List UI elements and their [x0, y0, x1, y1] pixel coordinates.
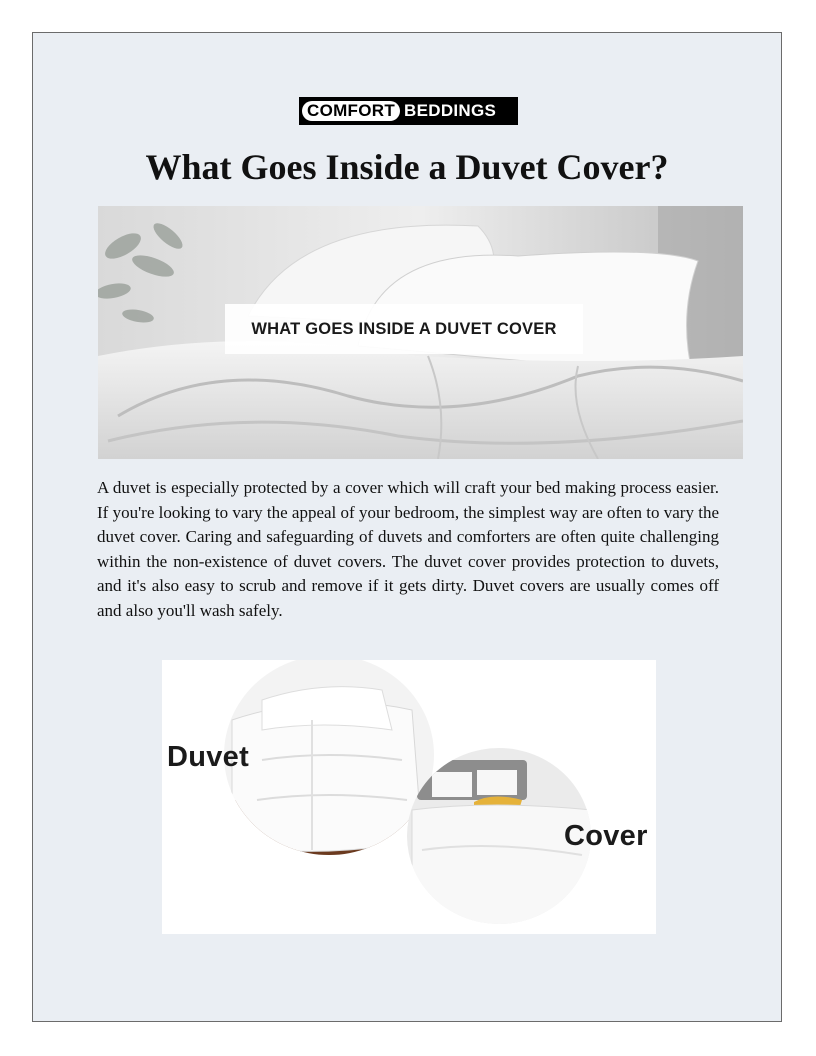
logo-part-comfort: COMFORT [302, 101, 400, 121]
cover-label: Cover [564, 820, 648, 852]
duvet-label: Duvet [167, 741, 250, 773]
hero-image [98, 206, 743, 459]
duvet-vs-cover-image [162, 660, 656, 934]
logo-part-beddings: BEDDINGS [404, 101, 497, 120]
comfort-beddings-logo[interactable] [299, 97, 518, 125]
page-title: What Goes Inside a Duvet Cover? [145, 147, 669, 187]
intro-paragraph: A duvet is especially protected by a cover which will craft your bed making process easier. If you're looking to vary the appeal of your bedroom, the simplest way are often to vary the duvet cover. Caring and safeguarding of duvets and comforters are often quite challenging within the non-existence of duvet covers. The duvet cover provides protection to duvets, and it's also easy to scrub and remove if it gets dirty. Duvet covers are usually comes off and also you'll wash safely. [97, 478, 719, 620]
duvet-cover-illustration [162, 660, 656, 934]
hero-caption: WHAT GOES INSIDE A DUVET COVER [225, 304, 583, 354]
